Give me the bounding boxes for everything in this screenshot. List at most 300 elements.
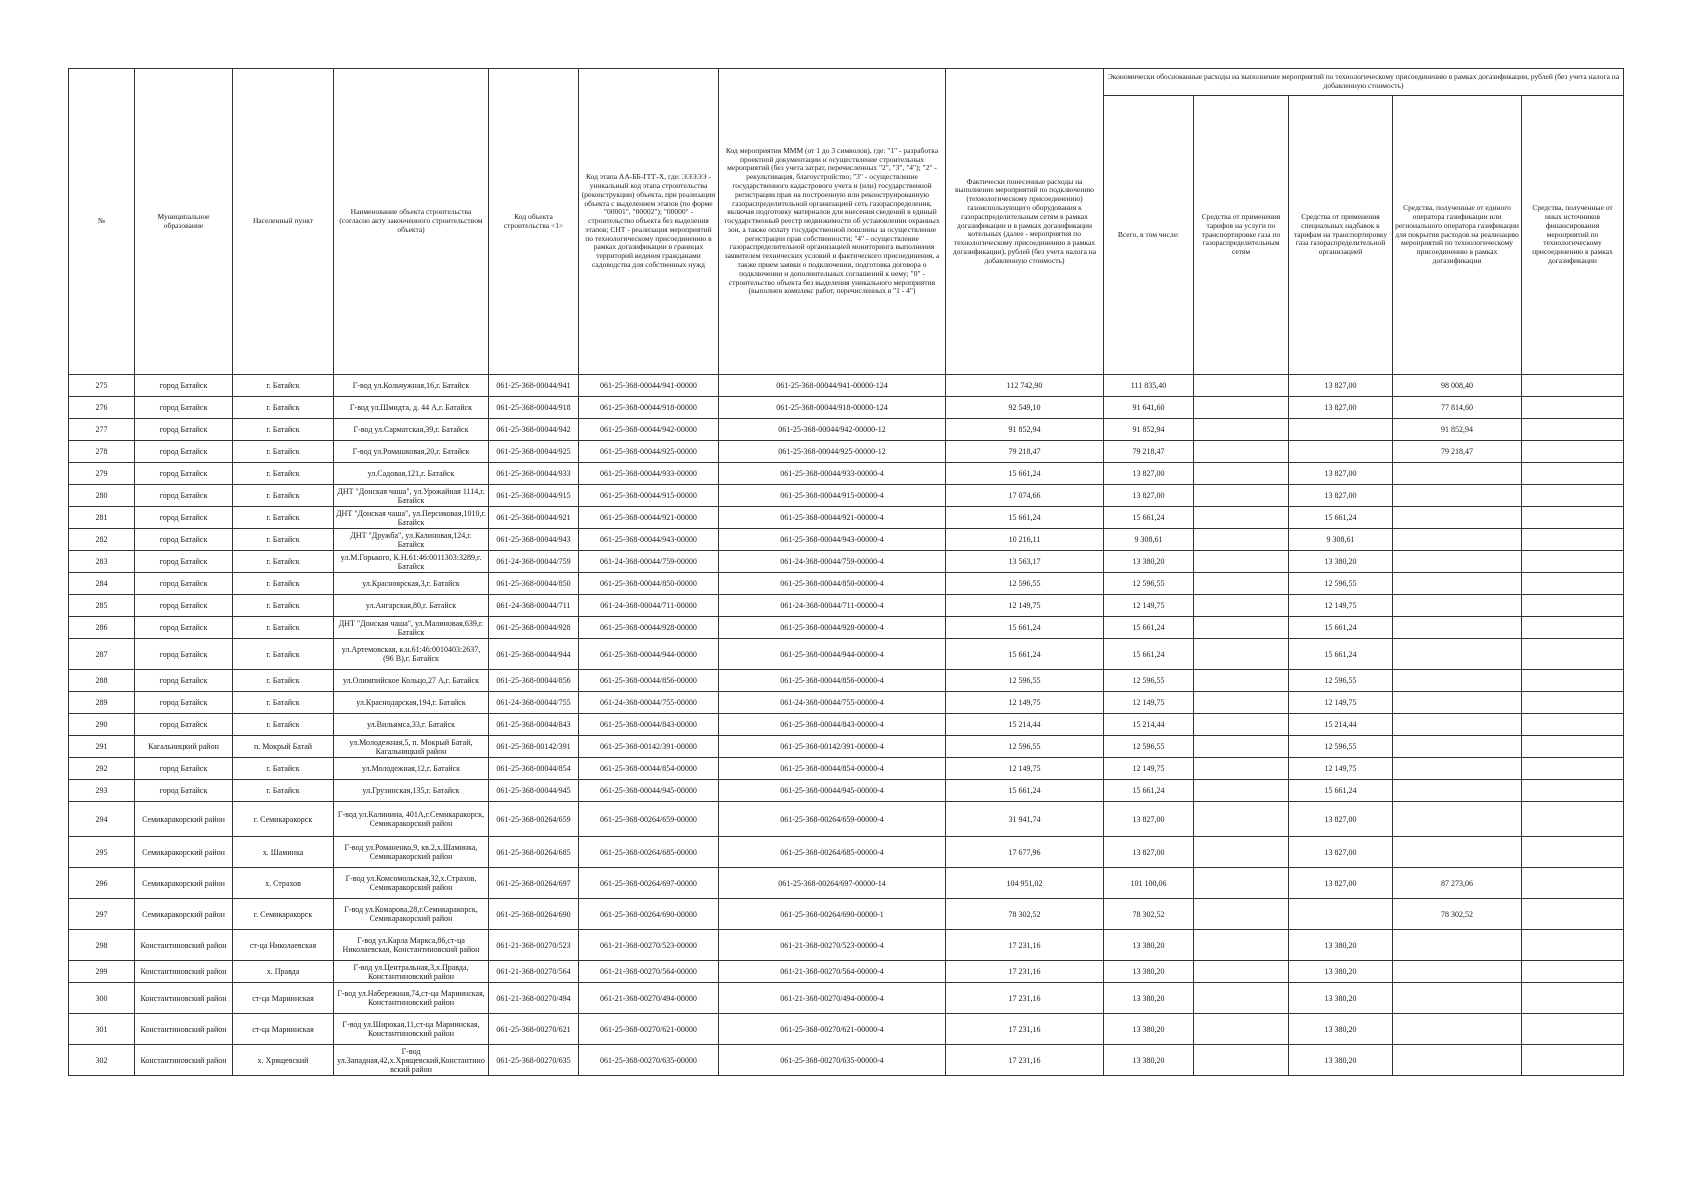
cell-operator-funds: 77 814,60 [1393,397,1522,419]
cell-municipality: город Батайск [135,397,233,419]
cell-row-number: 280 [69,485,135,507]
cell-measure-code: 061-25-368-00044/854-00000-4 [719,758,946,780]
cell-measure-code: 061-21-368-00270/494-00000-4 [719,983,946,1014]
cell-measure-code: 061-25-368-00142/391-00000-4 [719,736,946,758]
cell-special-markups: 15 661,24 [1289,507,1393,529]
cell-row-number: 294 [69,802,135,837]
cell-municipality: Кагальницкий район [135,736,233,758]
cell-object-name: Г-вод ул.Широкая,11,ст-ца Мариинская, Константиновский район [334,1014,489,1045]
cell-stage-code: 061-25-368-00044/933-00000 [579,463,719,485]
cell-stage-code: 061-25-368-00044/915-00000 [579,485,719,507]
cell-special-markups: 9 308,61 [1289,529,1393,551]
cell-total: 13 380,20 [1104,1014,1194,1045]
table-row [69,983,1624,1014]
cell-object-code: 061-25-368-00264/690 [489,899,579,930]
cell-measure-code: 061-21-368-00270/564-00000-4 [719,961,946,983]
cell-object-name: ул.Молодежная,5, п. Мокрый Батай, Кагальницкий район [334,736,489,758]
table-row [69,837,1624,868]
cell-row-number: 297 [69,899,135,930]
table-row [69,670,1624,692]
cell-other-sources [1522,961,1624,983]
cell-row-number: 279 [69,463,135,485]
cell-stage-code: 061-25-368-00044/941-00000 [579,375,719,397]
cell-municipality: город Батайск [135,441,233,463]
cell-other-sources [1522,573,1624,595]
cell-locality: х. Хрящевский [233,1045,334,1076]
cell-tariff-transport [1194,375,1289,397]
header-municipality: Муниципальное образование [135,69,233,375]
cell-measure-code: 061-25-368-00044/942-00000-12 [719,419,946,441]
cell-stage-code: 061-25-368-00044/854-00000 [579,758,719,780]
cell-stage-code: 061-25-368-00044/850-00000 [579,573,719,595]
cell-stage-code: 061-21-368-00270/523-00000 [579,930,719,961]
cell-special-markups: 13 380,20 [1289,983,1393,1014]
cell-object-name: ул.Грузинская,135,г. Батайск [334,780,489,802]
cell-actual-costs: 10 216,11 [946,529,1104,551]
cell-municipality: город Батайск [135,714,233,736]
table-row [69,961,1624,983]
cell-measure-code: 061-25-368-00270/621-00000-4 [719,1014,946,1045]
cell-locality: г. Батайск [233,463,334,485]
cell-locality: г. Батайск [233,639,334,670]
cell-stage-code: 061-25-368-00044/918-00000 [579,397,719,419]
cell-tariff-transport [1194,961,1289,983]
cell-object-name: ул.Ангарская,80,г. Батайск [334,595,489,617]
cell-total: 12 149,75 [1104,692,1194,714]
cell-tariff-transport [1194,1045,1289,1076]
cell-object-code: 061-25-368-00142/391 [489,736,579,758]
table-body [69,375,1624,1076]
cell-row-number: 282 [69,529,135,551]
table-row [69,551,1624,573]
cell-special-markups: 12 149,75 [1289,595,1393,617]
cell-measure-code: 061-25-368-00044/856-00000-4 [719,670,946,692]
cell-object-name: Г-вод ул.Шмидта, д. 44 А,г. Батайск [334,397,489,419]
cell-locality: г. Батайск [233,397,334,419]
cell-object-name: ул.Вильямса,33,г. Батайск [334,714,489,736]
table-row [69,692,1624,714]
table-row [69,463,1624,485]
cell-municipality: Семикаракорский район [135,802,233,837]
cell-row-number: 291 [69,736,135,758]
cell-measure-code: 061-25-368-00044/850-00000-4 [719,573,946,595]
cell-stage-code: 061-25-368-00044/943-00000 [579,529,719,551]
cell-measure-code: 061-25-368-00264/659-00000-4 [719,802,946,837]
cell-operator-funds [1393,780,1522,802]
cell-municipality: город Батайск [135,639,233,670]
cell-municipality: город Батайск [135,573,233,595]
cell-stage-code: 061-25-368-00044/921-00000 [579,507,719,529]
cell-row-number: 300 [69,983,135,1014]
cell-object-name: ДНТ "Донская чаша", ул.Малиновая,639,г. Батайск [334,617,489,639]
cell-tariff-transport [1194,930,1289,961]
cell-row-number: 275 [69,375,135,397]
cell-stage-code: 061-25-368-00044/856-00000 [579,670,719,692]
cell-row-number: 283 [69,551,135,573]
table-row [69,529,1624,551]
cell-total: 15 214,44 [1104,714,1194,736]
table-row [69,802,1624,837]
table-row [69,397,1624,419]
table-row [69,758,1624,780]
header-operator-funds: Средства, полученные от единого оператора газификации или регионального оператора газификации для покрытия расходов на реализацию мероприятий по технологическому присоединению в рамках догазификации [1393,96,1522,375]
header-measure-code: Код мероприятия МММ (от 1 до 3 символов), где: "1" - разработка проектной документации и осуществление строительных мероприятий (без учета затрат, перечисленных "2", "3", "4"); "2" - рекультивация, благоустройство; "3" - осуществление государственного кадастрового учета и (или) государственной регистрации прав на построенную или реконструированную газораспределительной организацией сеть газораспределения, включая подготовку материалов для внесения сведений в единый государственный реестр недвижимости об установлении охранных зон, а также оплату государственной пошлины за осуществление регистрации прав собственности; "4" - осуществление газораспределительной организацией мониторинга выполнения заявителем технических условий и фактического присоединения, а также прием заявки о подключении, подготовка договора о подключении и дополнительных соглашений к нему; "0" - строительство объекта без выделения уникального мероприятия (выполнен комплекс работ, перечисленных в "1 - 4") [719,69,946,375]
cell-locality: г. Батайск [233,617,334,639]
cell-tariff-transport [1194,551,1289,573]
cell-object-code: 061-24-368-00044/755 [489,692,579,714]
cell-other-sources [1522,670,1624,692]
cell-object-name: Г-вод ул.Ромашковая,20,г. Батайск [334,441,489,463]
cell-other-sources [1522,551,1624,573]
cell-other-sources [1522,736,1624,758]
cell-operator-funds [1393,485,1522,507]
cell-object-code: 061-24-368-00044/711 [489,595,579,617]
cell-actual-costs: 17 231,16 [946,1014,1104,1045]
cell-other-sources [1522,617,1624,639]
cell-tariff-transport [1194,441,1289,463]
cell-actual-costs: 17 074,66 [946,485,1104,507]
cell-tariff-transport [1194,736,1289,758]
cell-other-sources [1522,485,1624,507]
cell-object-name: Г-вод ул.Западная,42,х.Хрящевский,Константиновский район [334,1045,489,1076]
cell-row-number: 286 [69,617,135,639]
cell-object-name: ДНТ "Дружба", ул.Калиновая,124,г. Батайск [334,529,489,551]
cell-operator-funds [1393,758,1522,780]
cell-object-code: 061-25-368-00044/915 [489,485,579,507]
cell-actual-costs: 12 596,55 [946,573,1104,595]
cell-municipality: Константиновский район [135,930,233,961]
cell-municipality: город Батайск [135,758,233,780]
cell-special-markups: 13 827,00 [1289,837,1393,868]
cell-measure-code: 061-25-368-00044/941-00000-124 [719,375,946,397]
cell-stage-code: 061-25-368-00044/843-00000 [579,714,719,736]
cell-actual-costs: 17 231,16 [946,961,1104,983]
table-row [69,714,1624,736]
cell-actual-costs: 17 231,16 [946,930,1104,961]
cell-operator-funds [1393,595,1522,617]
cell-special-markups: 12 596,55 [1289,573,1393,595]
cell-measure-code: 061-25-368-00044/945-00000-4 [719,780,946,802]
cell-object-name: ул.Олимпийское Кольцо,27 А,г. Батайск [334,670,489,692]
cell-operator-funds [1393,736,1522,758]
cell-total: 15 661,24 [1104,617,1194,639]
cell-actual-costs: 12 596,55 [946,736,1104,758]
cell-municipality: Константиновский район [135,961,233,983]
cell-total: 13 380,20 [1104,961,1194,983]
cell-object-name: ул.Молодежная,12,г. Батайск [334,758,489,780]
cell-total: 13 380,20 [1104,930,1194,961]
cell-locality: г. Батайск [233,780,334,802]
cell-special-markups: 15 661,24 [1289,639,1393,670]
cell-stage-code: 061-25-368-00264/697-00000 [579,868,719,899]
cell-locality: г. Батайск [233,551,334,573]
cell-row-number: 296 [69,868,135,899]
cell-locality: г. Батайск [233,670,334,692]
cell-object-name: ДНТ "Донская чаша", ул.Урожайная 1114,г. Батайск [334,485,489,507]
cell-locality: г. Батайск [233,595,334,617]
cell-total: 13 380,20 [1104,1045,1194,1076]
cell-total: 91 852,94 [1104,419,1194,441]
cell-actual-costs: 13 563,17 [946,551,1104,573]
cell-tariff-transport [1194,463,1289,485]
cell-total: 9 308,61 [1104,529,1194,551]
cell-stage-code: 061-21-368-00270/564-00000 [579,961,719,983]
cell-special-markups: 12 149,75 [1289,758,1393,780]
cell-tariff-transport [1194,868,1289,899]
cell-special-markups [1289,899,1393,930]
cell-row-number: 284 [69,573,135,595]
table-row [69,780,1624,802]
cell-special-markups: 13 380,20 [1289,1045,1393,1076]
cell-municipality: город Батайск [135,595,233,617]
cell-special-markups: 13 380,20 [1289,930,1393,961]
cell-operator-funds [1393,1014,1522,1045]
cell-locality: г. Семикаракорск [233,899,334,930]
cell-operator-funds [1393,617,1522,639]
cell-actual-costs: 12 596,55 [946,670,1104,692]
table-row [69,899,1624,930]
cell-special-markups: 13 827,00 [1289,485,1393,507]
cell-row-number: 285 [69,595,135,617]
cell-locality: ст-ца Мариинская [233,1014,334,1045]
cell-tariff-transport [1194,837,1289,868]
cell-tariff-transport [1194,617,1289,639]
table-header [69,69,1624,375]
cell-actual-costs: 17 231,16 [946,983,1104,1014]
cell-object-name: Г-вод ул.Калинина, 401А,г.Семикаракорск, Семикаракорский район [334,802,489,837]
cell-stage-code: 061-21-368-00270/494-00000 [579,983,719,1014]
cell-other-sources [1522,802,1624,837]
cell-other-sources [1522,983,1624,1014]
cell-operator-funds [1393,551,1522,573]
cell-municipality: город Батайск [135,507,233,529]
cell-row-number: 288 [69,670,135,692]
table-row [69,595,1624,617]
cell-other-sources [1522,375,1624,397]
cell-measure-code: 061-25-368-00044/928-00000-4 [719,617,946,639]
cell-object-name: Г-вод ул.Кольчужная,16,г. Батайск [334,375,489,397]
cell-stage-code: 061-24-368-00044/711-00000 [579,595,719,617]
cell-stage-code: 061-25-368-00264/659-00000 [579,802,719,837]
cell-object-code: 061-25-368-00044/850 [489,573,579,595]
cell-stage-code: 061-25-368-00044/942-00000 [579,419,719,441]
header-other-sources: Средства, полученные от иных источников финансирования мероприятий по технологическому присоединению в рамках догазификации [1522,96,1624,375]
table-row [69,736,1624,758]
cell-object-code: 061-25-368-00264/659 [489,802,579,837]
table-row [69,375,1624,397]
cell-total: 101 100,06 [1104,868,1194,899]
cell-other-sources [1522,930,1624,961]
cell-other-sources [1522,529,1624,551]
cell-operator-funds: 79 218,47 [1393,441,1522,463]
cell-other-sources [1522,780,1624,802]
cell-locality: п. Мокрый Батай [233,736,334,758]
header-object-name: Наименование объекта строительства (согласно акту законченного строительством объекта) [334,69,489,375]
cell-actual-costs: 79 218,47 [946,441,1104,463]
cell-operator-funds: 98 008,40 [1393,375,1522,397]
cell-object-code: 061-24-368-00044/759 [489,551,579,573]
cell-actual-costs: 17 231,16 [946,1045,1104,1076]
cell-actual-costs: 15 661,24 [946,507,1104,529]
cell-total: 13 380,20 [1104,983,1194,1014]
cell-actual-costs: 104 951,02 [946,868,1104,899]
cell-special-markups [1289,419,1393,441]
cell-operator-funds [1393,930,1522,961]
cell-row-number: 299 [69,961,135,983]
cell-measure-code: 061-25-368-00044/943-00000-4 [719,529,946,551]
cell-municipality: Константиновский район [135,983,233,1014]
cell-special-markups: 12 596,55 [1289,736,1393,758]
cell-total: 13 827,00 [1104,802,1194,837]
cell-tariff-transport [1194,485,1289,507]
cell-municipality: город Батайск [135,692,233,714]
cell-measure-code: 061-25-368-00044/843-00000-4 [719,714,946,736]
cell-actual-costs: 12 149,75 [946,595,1104,617]
cell-other-sources [1522,714,1624,736]
cell-row-number: 298 [69,930,135,961]
cell-operator-funds [1393,639,1522,670]
cell-row-number: 277 [69,419,135,441]
cell-total: 12 596,55 [1104,670,1194,692]
cell-tariff-transport [1194,639,1289,670]
cell-municipality: Семикаракорский район [135,837,233,868]
cell-special-markups: 13 380,20 [1289,551,1393,573]
header-object-code: Код объекта строительства <1> [489,69,579,375]
cell-locality: г. Батайск [233,529,334,551]
header-no: № [69,69,135,375]
expense-table [68,68,1624,1076]
table-row [69,573,1624,595]
cell-stage-code: 061-25-368-00044/928-00000 [579,617,719,639]
cell-operator-funds: 87 273,06 [1393,868,1522,899]
cell-object-code: 061-21-368-00270/494 [489,983,579,1014]
cell-object-code: 061-25-368-00270/621 [489,1014,579,1045]
cell-other-sources [1522,397,1624,419]
cell-total: 91 641,60 [1104,397,1194,419]
cell-special-markups: 15 661,24 [1289,780,1393,802]
cell-object-code: 061-25-368-00044/854 [489,758,579,780]
cell-measure-code: 061-25-368-00044/921-00000-4 [719,507,946,529]
cell-tariff-transport [1194,529,1289,551]
cell-actual-costs: 78 302,52 [946,899,1104,930]
cell-other-sources [1522,899,1624,930]
cell-object-code: 061-25-368-00044/944 [489,639,579,670]
cell-object-name: Г-вод ул.Романенко,9, кв.2,х.Шаминка, Семикаракорский район [334,837,489,868]
cell-object-name: ул.Краснодарская,194,г. Батайск [334,692,489,714]
cell-operator-funds [1393,507,1522,529]
cell-municipality: город Батайск [135,485,233,507]
cell-locality: х. Шаминка [233,837,334,868]
cell-tariff-transport [1194,595,1289,617]
cell-row-number: 295 [69,837,135,868]
cell-object-name: ул.Садовая,121,г. Батайск [334,463,489,485]
cell-special-markups: 13 380,20 [1289,1014,1393,1045]
cell-tariff-transport [1194,802,1289,837]
cell-tariff-transport [1194,670,1289,692]
cell-municipality: город Батайск [135,375,233,397]
cell-total: 13 827,00 [1104,463,1194,485]
cell-measure-code: 061-24-368-00044/755-00000-4 [719,692,946,714]
cell-row-number: 290 [69,714,135,736]
cell-locality: ст-ца Николаевская [233,930,334,961]
cell-object-code: 061-25-368-00044/918 [489,397,579,419]
cell-operator-funds [1393,714,1522,736]
cell-special-markups: 15 214,44 [1289,714,1393,736]
cell-operator-funds [1393,983,1522,1014]
cell-locality: г. Батайск [233,441,334,463]
cell-operator-funds [1393,692,1522,714]
cell-measure-code: 061-25-368-00044/918-00000-124 [719,397,946,419]
cell-object-code: 061-25-368-00044/933 [489,463,579,485]
table-row [69,617,1624,639]
cell-stage-code: 061-25-368-00264/690-00000 [579,899,719,930]
cell-operator-funds: 78 302,52 [1393,899,1522,930]
cell-locality: г. Семикаракорск [233,802,334,837]
cell-total: 12 596,55 [1104,736,1194,758]
cell-special-markups: 12 149,75 [1289,692,1393,714]
cell-operator-funds [1393,529,1522,551]
cell-other-sources [1522,463,1624,485]
cell-object-name: ДНТ "Донская чаша", ул.Персиковая,1010,г. Батайск [334,507,489,529]
cell-stage-code: 061-24-368-00044/755-00000 [579,692,719,714]
cell-stage-code: 061-25-368-00270/621-00000 [579,1014,719,1045]
cell-locality: г. Батайск [233,714,334,736]
cell-locality: г. Батайск [233,485,334,507]
cell-actual-costs: 15 661,24 [946,463,1104,485]
table-row [69,419,1624,441]
cell-municipality: город Батайск [135,780,233,802]
cell-object-code: 061-25-368-00044/928 [489,617,579,639]
cell-tariff-transport [1194,573,1289,595]
cell-special-markups: 13 827,00 [1289,802,1393,837]
cell-tariff-transport [1194,419,1289,441]
cell-other-sources [1522,758,1624,780]
cell-row-number: 293 [69,780,135,802]
cell-measure-code: 061-21-368-00270/523-00000-4 [719,930,946,961]
cell-stage-code: 061-25-368-00044/925-00000 [579,441,719,463]
cell-locality: ст-ца Мариинская [233,983,334,1014]
cell-locality: г. Батайск [233,692,334,714]
header-economic-group: Экономически обоснованные расходы на выполнение мероприятий по технологическому присоединению в рамках догазификации, рублей (без учета налога на добавленную стоимость) [1104,69,1624,96]
cell-locality: х. Страхов [233,868,334,899]
cell-municipality: город Батайск [135,463,233,485]
cell-object-name: ул.Красноярская,3,г. Батайск [334,573,489,595]
cell-stage-code: 061-24-368-00044/759-00000 [579,551,719,573]
cell-object-name: Г-вод ул.Комарова,28,г.Семикаракорск, Семикаракорский район [334,899,489,930]
cell-actual-costs: 15 661,24 [946,617,1104,639]
cell-object-code: 061-25-368-00264/685 [489,837,579,868]
cell-operator-funds [1393,463,1522,485]
cell-object-name: Г-вод ул.Карла Маркса,86,ст-ца Николаевская, Константиновский район [334,930,489,961]
cell-measure-code: 061-25-368-00264/697-00000-14 [719,868,946,899]
cell-special-markups: 13 827,00 [1289,463,1393,485]
cell-operator-funds [1393,802,1522,837]
cell-special-markups: 13 827,00 [1289,397,1393,419]
header-stage-code: Код этапа АА-ББ-ГГГ-Х, где: ЭЭЭЭЭ - уникальный код этапа строительства (реконструкции) объекта, при реализации объекта с выделением этапов (по форме "00001", "00002"); "00000" - строительство объекта без выделения этапов; СНТ - реализация мероприятий по технологическому присоединению в рамках догазификации в границах территорий ведения гражданами садоводства для собственных нужд [579,69,719,375]
cell-object-code: 061-25-368-00044/943 [489,529,579,551]
cell-stage-code: 061-25-368-00044/945-00000 [579,780,719,802]
cell-row-number: 276 [69,397,135,419]
cell-actual-costs: 12 149,75 [946,692,1104,714]
cell-measure-code: 061-25-368-00264/690-00000-1 [719,899,946,930]
cell-row-number: 287 [69,639,135,670]
cell-operator-funds [1393,670,1522,692]
cell-tariff-transport [1194,780,1289,802]
cell-other-sources [1522,837,1624,868]
cell-locality: г. Батайск [233,507,334,529]
table-row [69,507,1624,529]
cell-special-markups: 12 596,55 [1289,670,1393,692]
